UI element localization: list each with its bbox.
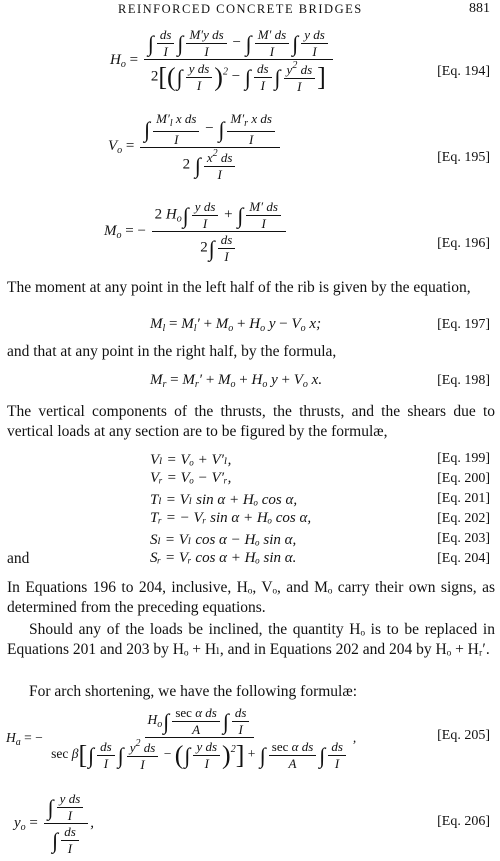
running-head: REINFORCED CONCRETE BRIDGES [118,2,363,16]
equation-202-formula: Tᵣ = − Vᵣ sin α + Hₒ cos α, [150,510,312,526]
equation-197-formula: $M_l = M_l' + M_o + H_o$ $y - V_o$ x; [150,316,322,334]
equation-199-formula: Vₗ = Vₒ + V′ₗ, [150,452,232,468]
equation-198 [0,370,500,394]
paragraph-inclined-loads: Should any of the loads be inclined, the quantity Hₒ is to be replaced in Equations 201 and 203 by Hₒ + Hₗ, and in Equations 202 and 204 by Hₒ + Hᵣ′. [7,621,495,658]
equation-206 [0,790,500,860]
paragraph-arch-shortening: For arch shortening, we have the following formulæ: [29,683,358,700]
equation-206-formula: $y_o$ = ∫ $\frac{\text{y ds}}{I}$ ∫ $\frac{ds}{I}$ , [14,791,95,856]
equation-197-label: [Eq. 197] [437,317,490,332]
equation-194-formula: $H_o$ = ∫ $\frac{ds}{I}$ ∫ $\frac{\text{M′y ds}}{I}$ − ∫ $\frac{M' ds}{I}$ ∫ $\frac{\text{y ds}}{I}$ 2[(∫ $\frac{\text{y ds}}{I}$ )$^2$ − ∫ $\frac{ds}{I}$ ∫ $\frac{y^2 ds}{I}$ ] [110,28,335,94]
equation-198-formula: $M_r = M_r' + M_o + H_o$ $y + V_o$ x. [150,372,323,390]
equation-201-formula: Tₗ = Vₗ sin α + Hₒ cos α, [150,492,298,508]
equation-196 [0,198,500,280]
equation-194-label: [Eq. 194] [437,64,490,79]
page-number: 881 [469,1,490,16]
equation-204-formula: Sᵣ = Vᵣ cos α + Hₒ sin α. [150,550,297,566]
equation-203 [0,530,500,550]
paragraph-right-moment: and that at any point in the right half, by the formula, [7,343,337,360]
equation-202 [0,510,500,530]
equation-205-label: [Eq. 205] [437,728,490,743]
equation-204-label: [Eq. 204] [437,551,490,566]
paragraph-thrusts-intro: The vertical components of the thrusts, the thrusts, and the shears due to vertical loads at any section are to be figured by the formulæ, [7,403,495,440]
equation-196-formula: $M_o$ = − 2 $H_o\int$ $\frac{\text{y ds}}{I}$ + ∫ $\frac{M' ds}{I}$ 2∫ $\frac{ds}{I}$ [104,200,288,264]
equation-200-label: [Eq. 200] [437,471,490,486]
equation-206-label: [Eq. 206] [437,814,490,829]
equation-199-label: [Eq. 199] [437,451,490,466]
equation-201-label: [Eq. 201] [437,491,490,506]
equation-202-label: [Eq. 202] [437,511,490,526]
equation-203-label: [Eq. 203] [437,531,490,546]
paragraph-left-moment: The moment at any point in the left half of the rib is given by the equation, [7,279,471,296]
equation-195-formula: $V_o$ = ∫ $\frac{M'_l x ds}{I}$ − ∫ $\frac{M'_r x ds}{I}$ 2 ∫ $\frac{x^2 ds}{I}$ [108,112,282,181]
equation-198-label: [Eq. 198] [437,373,490,388]
equation-205 [0,704,500,788]
equation-194 [0,24,500,106]
equation-196-label: [Eq. 196] [437,236,490,251]
page-header [0,2,500,20]
equation-195-label: [Eq. 195] [437,150,490,165]
equation-200-formula: Vᵣ = Vₒ − V′ᵣ, [150,470,232,486]
paragraph-signs: In Equations 196 to 204, inclusive, Hₒ, Vₒ, and Mₒ carry their own signs, as determined from the preceding equations. [7,579,495,616]
equation-203-formula: Sₗ = Vₗ cos α − Hₒ sin α, [150,532,297,548]
equation-201 [0,490,500,510]
equation-199 [0,450,500,470]
equation-197 [0,314,500,338]
equation-200 [0,470,500,490]
equation-205-formula: $H_a$ = − $H_o\int$ $\frac{\text{sec α ds}}{A}$ ∫ $\frac{ds}{I}$ sec β[∫ $\frac{ds}{I}$ ∫ $\frac{y^2 ds}{I}$ − (∫ $\frac{\text{y ds}}{I}$ )$^2$] + ∫ $\frac{\text{sec α ds}}{A}$ ∫ $\frac{ds}{I}$ , [6,705,357,772]
equation-204 [0,550,500,570]
equation-195 [0,110,500,190]
and-word: and [7,550,30,567]
